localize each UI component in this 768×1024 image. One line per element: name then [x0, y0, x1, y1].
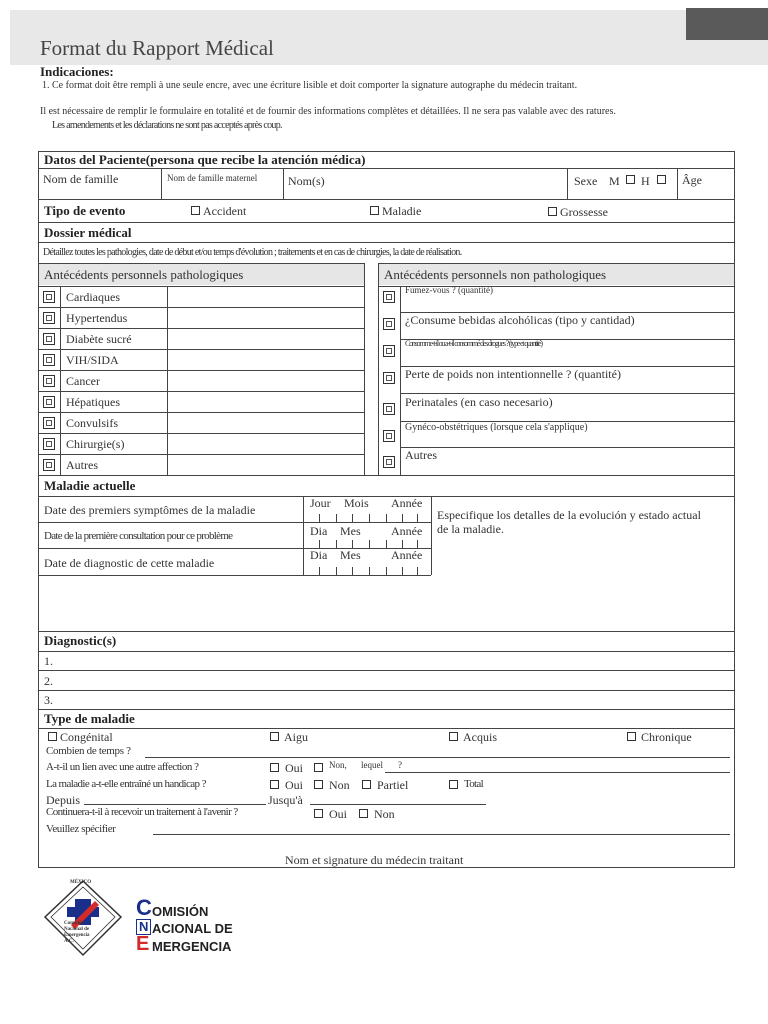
date-tick — [386, 540, 387, 548]
logo-line-2: ACIONAL DE — [152, 921, 233, 936]
from-line[interactable] — [84, 804, 266, 805]
divider — [283, 168, 284, 199]
divider — [677, 168, 678, 199]
date-month-label: Mois — [344, 496, 369, 510]
how-long-line[interactable] — [145, 757, 730, 758]
diagnostics-heading: Diagnostic(s) — [44, 633, 117, 648]
link-yes-label: Oui — [285, 761, 303, 775]
given-names-label: Nom(s) — [288, 174, 325, 188]
event-type-heading: Tipo de evento — [44, 203, 126, 218]
specify-label: Veuillez spécifier — [46, 823, 116, 835]
pathology-item: VIH/SIDA — [66, 353, 119, 367]
date-tick — [386, 514, 387, 522]
date-tick — [402, 540, 403, 548]
divider — [38, 412, 365, 413]
logo-initial-n: N — [139, 919, 149, 934]
divider — [38, 475, 735, 476]
sex-h-checkbox[interactable] — [657, 175, 666, 184]
date-month-label: Mes — [340, 524, 361, 538]
pathology-item: Cancer — [66, 374, 100, 388]
divider — [400, 393, 735, 394]
pathology-item: Chirurgie(s) — [66, 437, 125, 451]
divider — [567, 168, 568, 199]
link-no-label: Non, — [329, 760, 347, 770]
maternal-name-label: Nom de famille maternel — [167, 173, 258, 183]
date-tick — [369, 567, 370, 575]
gyneco-checkbox[interactable] — [383, 430, 395, 442]
link-qmark: ? — [398, 760, 402, 770]
divider — [38, 496, 735, 497]
seal-logo — [41, 879, 125, 957]
diagnosis-line-1: 1. — [44, 654, 53, 668]
date-tick — [369, 540, 370, 548]
age-label: Âge — [682, 173, 702, 187]
divider — [38, 242, 735, 243]
specify-line[interactable] — [153, 834, 730, 835]
non-pathology-item: Perte de poids non intentionnelle ? (quantité) — [405, 367, 621, 381]
instruction-line-3: Les amendements et les déclarations ne sont pas acceptés après coup. — [52, 120, 282, 131]
treatment-yes-checkbox[interactable] — [314, 809, 323, 818]
divider — [60, 286, 61, 476]
surgery-checkbox[interactable] — [43, 438, 55, 450]
divider — [38, 168, 735, 169]
divider — [364, 263, 365, 475]
diagnosis-line-3: 3. — [44, 693, 53, 707]
divider — [38, 286, 365, 287]
non-pathology-item: Autres — [405, 448, 437, 462]
non-pathology-item: Gynéco-obstétriques (lorsque cela s'applique) — [405, 422, 588, 433]
diabetes-checkbox[interactable] — [43, 333, 55, 345]
date-month-label: Mes — [340, 548, 361, 562]
sex-m-label: M — [609, 174, 620, 188]
header-dark-block — [686, 8, 768, 40]
date-tick — [352, 514, 353, 522]
pathology-item: Convulsifs — [66, 416, 119, 430]
smoking-checkbox[interactable] — [383, 291, 395, 303]
divider — [38, 522, 431, 523]
date-tick — [336, 514, 337, 522]
date-tick — [402, 514, 403, 522]
divider — [378, 263, 735, 264]
weight-loss-checkbox[interactable] — [383, 372, 395, 384]
illness-checkbox[interactable] — [370, 206, 379, 215]
other-pathology-checkbox[interactable] — [43, 459, 55, 471]
date-day-label: Dia — [310, 524, 328, 538]
current-illness-heading: Maladie actuelle — [44, 478, 136, 493]
until-label: Jusqu'à — [268, 793, 303, 807]
first-symptoms-label: Date des premiers symptômes de la maladie — [44, 503, 256, 517]
seal-name: Comisión Nacional de Emergencia A.C. — [64, 921, 90, 944]
divider — [38, 728, 735, 729]
pathology-item: Hépatiques — [66, 395, 120, 409]
link-which-label: lequel — [361, 760, 383, 770]
divider — [38, 222, 735, 223]
pathological-heading: Antécédents personnels pathologiques — [44, 267, 244, 282]
link-no-checkbox[interactable] — [314, 763, 323, 772]
date-tick — [352, 540, 353, 548]
convulsive-checkbox[interactable] — [43, 417, 55, 429]
pregnancy-checkbox[interactable] — [548, 207, 557, 216]
signature-label: Nom et signature du médecin traitant — [285, 853, 464, 867]
alcohol-checkbox[interactable] — [383, 318, 395, 330]
seal-top-text: MÉXICO — [70, 880, 92, 885]
sex-label: Sexe — [574, 174, 598, 188]
non-pathological-heading: Antécédents personnels non pathologiques — [384, 267, 607, 282]
diagnosis-line-2: 2. — [44, 674, 53, 688]
date-tick — [336, 567, 337, 575]
date-tick — [319, 567, 320, 575]
illness-label: Maladie — [382, 204, 422, 218]
date-tick — [417, 567, 418, 575]
date-year-label: Année — [391, 496, 423, 510]
treatment-yes-label: Oui — [329, 807, 347, 821]
handicap-partial-checkbox[interactable] — [362, 780, 371, 789]
divider — [38, 631, 735, 632]
handicap-total-label: Total — [464, 778, 483, 790]
date-year-label: Année — [391, 548, 423, 562]
acute-checkbox[interactable] — [270, 732, 279, 741]
divider — [400, 447, 735, 448]
treatment-no-label: Non — [374, 807, 395, 821]
medical-record-description: Détaillez toutes les pathologies, date de début et/ou temps d'évolution ; traitements et en cas de chirurgies, la date de réalisation. — [43, 247, 462, 258]
how-long-label: Combien de temps ? — [46, 745, 131, 757]
divider — [38, 690, 735, 691]
divider — [161, 168, 162, 199]
date-tick — [417, 540, 418, 548]
handicap-yes-label: Oui — [285, 778, 303, 792]
chronic-label: Chronique — [641, 730, 692, 744]
congenital-checkbox[interactable] — [48, 732, 57, 741]
acquired-checkbox[interactable] — [449, 732, 458, 741]
cancer-checkbox[interactable] — [43, 375, 55, 387]
link-yes-checkbox[interactable] — [270, 763, 279, 772]
logo-line-3: MERGENCIA — [152, 939, 232, 954]
divider — [303, 496, 304, 575]
pathology-item: Diabète sucré — [66, 332, 132, 346]
non-pathology-item: Fumez-vous ? (quantité) — [405, 285, 493, 295]
date-day-label: Dia — [310, 548, 328, 562]
hiv-checkbox[interactable] — [43, 354, 55, 366]
chronic-checkbox[interactable] — [627, 732, 636, 741]
date-tick — [369, 514, 370, 522]
drugs-checkbox[interactable] — [383, 345, 395, 357]
date-tick — [319, 540, 320, 548]
divider — [167, 286, 168, 476]
instruction-line-2: Il est nécessaire de remplir le formulaire en totalité et de fournir des informations complètes et détaillées. Il ne sera pas valable avec des ratures. — [40, 106, 616, 117]
divider — [38, 349, 365, 350]
perinatal-checkbox[interactable] — [383, 403, 395, 415]
date-tick — [417, 514, 418, 522]
pathology-item: Cardiaques — [66, 290, 120, 304]
diagnosis-date-label: Date de diagnostic de cette maladie — [44, 556, 215, 570]
instructions-heading: Indicaciones: — [40, 64, 114, 79]
pregnancy-label: Grossesse — [560, 205, 608, 219]
instruction-line-1: 1. Ce format doit être rempli à une seule encre, avec une écriture lisible et doit comporter la signature autographe du médecin traitant. — [42, 80, 578, 91]
handicap-question: La maladie a-t-elle entraîné un handicap ? — [46, 778, 206, 790]
date-tick — [336, 540, 337, 548]
non-pathology-item: ¿Consume bebidas alcohólicas (tipo y cantidad) — [405, 313, 635, 327]
hepatic-checkbox[interactable] — [43, 396, 55, 408]
date-tick — [352, 567, 353, 575]
logo-initial-e: E — [136, 933, 150, 955]
evolution-note: Especifique los detalles de la evolución y estado actual de la maladie. — [437, 508, 701, 536]
until-line[interactable] — [310, 804, 486, 805]
divider — [38, 391, 365, 392]
handicap-no-checkbox[interactable] — [314, 780, 323, 789]
accident-checkbox[interactable] — [191, 206, 200, 215]
date-day-label: Jour — [310, 496, 331, 510]
page-title: Format du Rapport Médical — [40, 36, 274, 60]
from-label: Depuis — [46, 793, 80, 807]
congenital-label: Congénital — [60, 730, 113, 744]
divider — [38, 548, 431, 549]
date-tick — [386, 567, 387, 575]
pathology-item: Autres — [66, 458, 98, 472]
divider — [38, 670, 735, 671]
divider — [38, 709, 735, 710]
sex-m-checkbox[interactable] — [626, 175, 635, 184]
other-non-pathology-checkbox[interactable] — [383, 456, 395, 468]
divider — [38, 328, 365, 329]
medical-record-heading: Dossier médical — [44, 225, 132, 240]
divider — [38, 370, 365, 371]
sex-h-label: H — [641, 174, 650, 188]
handicap-no-label: Non — [329, 778, 350, 792]
handicap-yes-checkbox[interactable] — [270, 780, 279, 789]
divider — [38, 433, 365, 434]
divider — [38, 263, 365, 264]
divider — [378, 263, 379, 475]
non-pathology-item: Perinatales (en caso necesario) — [405, 395, 553, 409]
divider — [38, 307, 365, 308]
divider — [38, 454, 365, 455]
patient-heading: Datos del Paciente(persona que recibe la atención médica) — [44, 152, 366, 167]
logo-line-1: OMISIÓN — [152, 904, 209, 919]
treatment-no-checkbox[interactable] — [359, 809, 368, 818]
divider — [38, 651, 735, 652]
family-name-label: Nom de famille — [43, 172, 119, 186]
pathology-item: Hypertendus — [66, 311, 128, 325]
handicap-total-checkbox[interactable] — [449, 780, 458, 789]
handicap-partial-label: Partiel — [377, 778, 409, 792]
link-question: A-t-il un lien avec une autre affection ? — [46, 761, 199, 773]
date-tick — [402, 567, 403, 575]
acquired-label: Acquis — [463, 730, 497, 744]
first-consultation-label: Date de la première consultation pour ce problème — [44, 530, 233, 542]
link-which-line[interactable] — [385, 772, 730, 773]
divider — [431, 496, 432, 575]
date-year-label: Année — [391, 524, 423, 538]
non-pathology-item: Consomme-t-il ou a-t-il consommé des drogues ? (type et quantité) — [405, 339, 542, 348]
divider — [38, 575, 431, 576]
acute-label: Aigu — [284, 730, 308, 744]
date-tick — [319, 514, 320, 522]
disease-type-heading: Type de maladie — [44, 711, 135, 726]
divider — [38, 199, 735, 200]
accident-label: Accident — [203, 204, 247, 218]
logo-initial-c: C — [136, 895, 152, 920]
hypertension-checkbox[interactable] — [43, 312, 55, 324]
cardiac-checkbox[interactable] — [43, 291, 55, 303]
treatment-question: Continuera-t-il à recevoir un traitement à l'avenir ? — [46, 806, 238, 818]
